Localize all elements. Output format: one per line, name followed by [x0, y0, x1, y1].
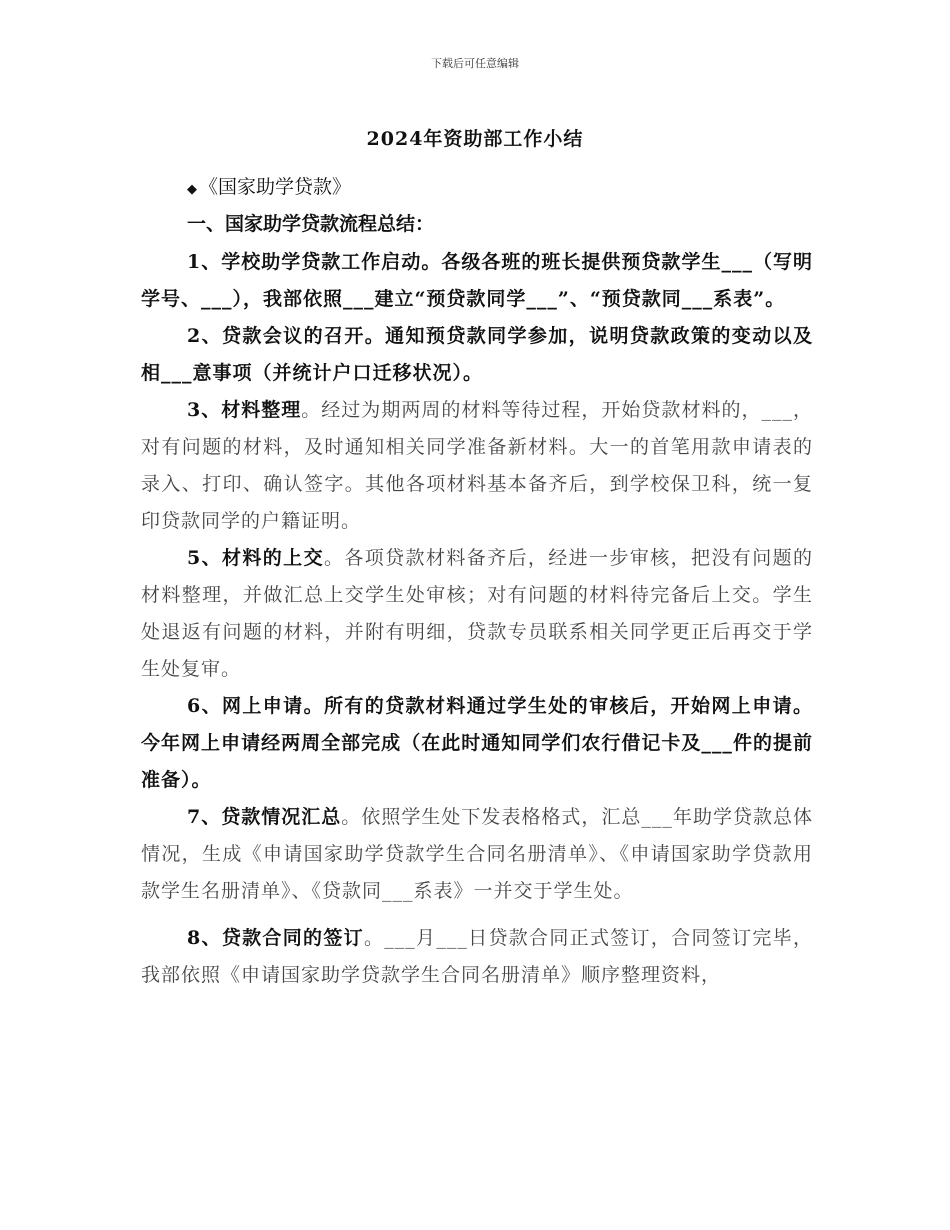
paragraph-lead: 1、学校助学贷款工作启动。各级各班的班长提供预贷款学生___（写明学号、___），我部依照___建立“预贷款同学___”、“预贷款同___系表”。: [141, 251, 813, 310]
paragraph-body: 。各项贷款材料备齐后，经进一步审核，把没有问题的材料整理，并做汇总上交学生处审核；对有问题的材料待完备后上交。学生处退返有问题的材料，并附有明细，贷款专员联系相关同学更正后再交于学生处复审。: [141, 547, 813, 680]
document-body: [141, 172, 813, 994]
paragraph-7: [141, 799, 813, 910]
paragraph-1: [141, 244, 813, 318]
paragraph-lead: 5、材料的上交: [187, 547, 324, 569]
paragraph-lead: 3、材料整理: [187, 399, 302, 421]
paragraph-2: [141, 318, 813, 392]
header-note: 下载后可任意编辑: [431, 57, 519, 70]
bullet-item: [187, 172, 813, 205]
paragraph-lead: 2、贷款会议的召开。通知预贷款同学参加，说明贷款政策的变动以及相___意事项（并统计户口迁移状况）。: [141, 325, 813, 384]
paragraph-lead: 8、贷款合同的签订: [187, 927, 364, 949]
paragraph-6: [141, 688, 813, 799]
paragraph-body: 。___月___日贷款合同正式签订，合同签订完毕，我部依照《申请国家助学贷款学生合同名册清单》顺序整理资料，: [141, 927, 813, 986]
paragraph-body: 。经过为期两周的材料等待过程，开始贷款材料的，___，对有问题的材料，及时通知相关同学准备新材料。大一的首笔用款申请表的录入、打印、确认签字。其他各项材料基本备齐后，到学校保卫科，统一复印贷款同学的户籍证明。: [141, 399, 813, 532]
section-heading: 一、国家助学贷款流程总结：: [187, 213, 435, 235]
paragraph-lead: 7、贷款情况汇总: [187, 806, 342, 828]
paragraph-3: [141, 392, 813, 540]
paragraph-8: [141, 920, 813, 994]
paragraph-body: 。依照学生处下发表格格式，汇总___年助学贷款总体情况，生成《申请国家助学贷款学生合同名册清单》、《申请国家助学贷款用款学生名册清单》、《贷款同___系表》一并交于学生处。: [141, 806, 813, 902]
bullet-text: 《国家助学贷款》: [199, 176, 352, 198]
document-title: 2024年资助部工作小结: [366, 128, 584, 150]
diamond-bullet-icon: ◆: [187, 182, 197, 197]
paragraph-lead: 6、网上申请。所有的贷款材料通过学生处的审核后，开始网上申请。今年网上申请经两周全部完成（在此时通知同学们农行借记卡及___件的提前准备）。: [141, 695, 813, 791]
paragraph-5: [141, 540, 813, 688]
